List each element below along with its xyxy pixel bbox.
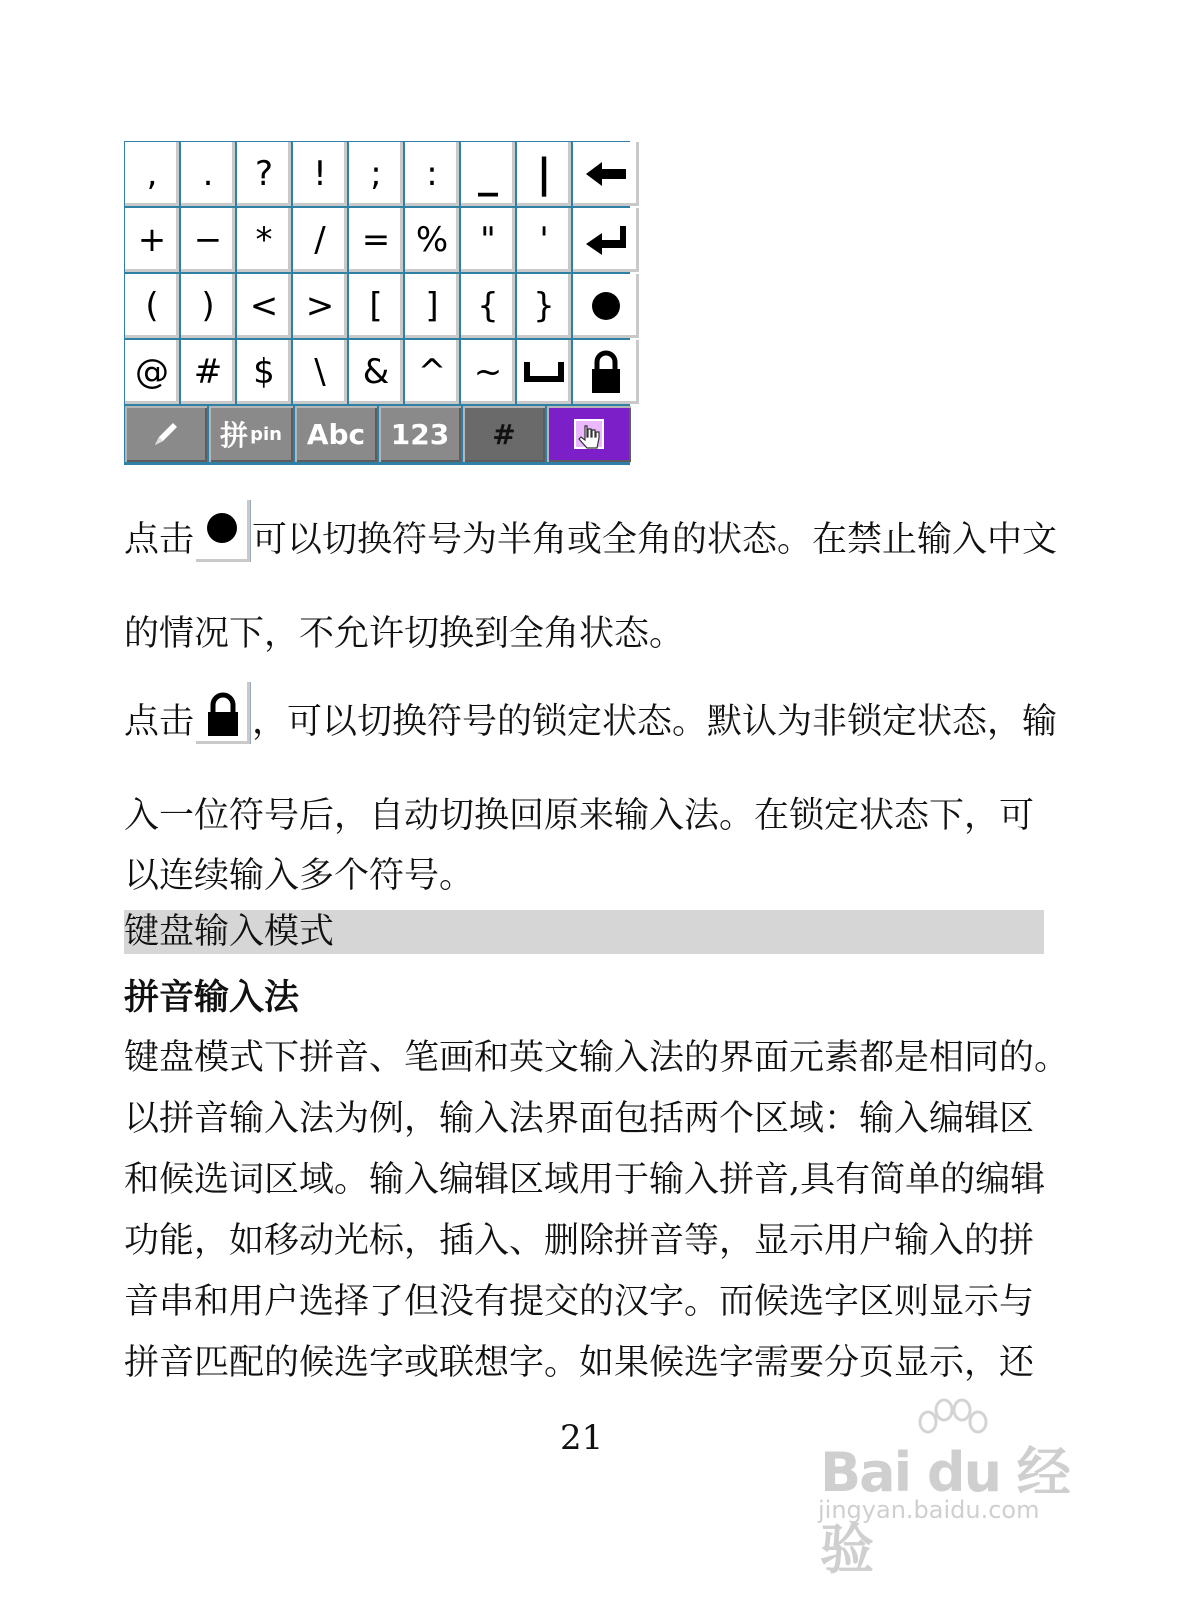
text-p2-line2: 入一位符号后，自动切换回原来输入法。在锁定状态下，可 bbox=[124, 796, 1035, 836]
symbol-key[interactable]: _ bbox=[461, 142, 515, 206]
backspace-icon bbox=[584, 159, 628, 189]
symbol-key[interactable]: , bbox=[125, 142, 179, 206]
symbol-key[interactable]: { bbox=[461, 274, 515, 338]
handwriting-mode-button[interactable] bbox=[125, 406, 207, 462]
backspace-key[interactable] bbox=[573, 142, 639, 206]
text-click-1: 点击 bbox=[124, 520, 195, 560]
symbol-key[interactable]: & bbox=[349, 340, 403, 404]
section-title: 键盘输入模式 bbox=[124, 912, 335, 952]
symbol-key[interactable]: ] bbox=[405, 274, 459, 338]
symbol-key[interactable]: ; bbox=[349, 142, 403, 206]
text-p1-rest: 可以切换符号为半角或全角的状态。在禁止输入中文 bbox=[252, 520, 1058, 560]
hand-icon bbox=[569, 414, 609, 454]
symbol-key[interactable]: # bbox=[181, 340, 235, 404]
fullwidth-key-inline bbox=[196, 500, 250, 562]
symbol-mode-label: # bbox=[492, 417, 516, 451]
input-mode-bar bbox=[125, 406, 629, 462]
symbol-key[interactable]: + bbox=[125, 208, 179, 272]
section-title-bar bbox=[124, 910, 1044, 954]
symbol-key[interactable]: − bbox=[181, 208, 235, 272]
symbol-key[interactable]: $ bbox=[237, 340, 291, 404]
text-p2-rest: ，可以切换符号的锁定状态。默认为非锁定状态，输 bbox=[252, 702, 1058, 742]
symbol-keyboard bbox=[124, 141, 630, 465]
watermark-brand: Bai du 经验 bbox=[820, 1441, 1069, 1581]
symbol-key[interactable]: ' bbox=[517, 208, 571, 272]
symbol-key[interactable]: \ bbox=[293, 340, 347, 404]
symbol-key[interactable]: [ bbox=[349, 274, 403, 338]
symbol-key[interactable]: = bbox=[349, 208, 403, 272]
english-mode-label: Abc bbox=[306, 417, 366, 451]
lock-key-inline bbox=[196, 682, 250, 744]
pinyin-mode-sublabel: pin bbox=[250, 423, 282, 445]
text-click-2: 点击 bbox=[124, 702, 195, 742]
enter-icon bbox=[584, 222, 628, 258]
symbol-key[interactable]: | bbox=[517, 142, 571, 206]
symbol-mode-button[interactable] bbox=[463, 406, 545, 462]
touch-mode-button[interactable] bbox=[547, 406, 631, 462]
text-p2-line3: 以连续输入多个符号。 bbox=[124, 856, 475, 896]
symbol-key[interactable]: . bbox=[181, 142, 235, 206]
fullwidth-dot-icon bbox=[204, 510, 240, 546]
symbol-key[interactable]: ~ bbox=[461, 340, 515, 404]
symbol-key[interactable]: ? bbox=[237, 142, 291, 206]
pen-icon bbox=[149, 417, 183, 451]
lock-icon bbox=[204, 692, 242, 738]
symbol-key[interactable]: ^ bbox=[405, 340, 459, 404]
symbol-key[interactable]: : bbox=[405, 142, 459, 206]
symbol-key[interactable]: @ bbox=[125, 340, 179, 404]
paragraph-line bbox=[124, 606, 1044, 656]
symbol-key-grid bbox=[125, 142, 629, 404]
body-line-1: 键盘模式下拼音、笔画和英文输入法的界面元素都是相同的。 bbox=[124, 1038, 1070, 1078]
symbol-key[interactable]: < bbox=[237, 274, 291, 338]
space-icon bbox=[522, 360, 566, 384]
body-line-3: 和候选词区域。输入编辑区域用于输入拼音,具有简单的编辑 bbox=[124, 1160, 1046, 1200]
body-line-6: 拼音匹配的候选字或联想字。如果候选字需要分页显示，还 bbox=[124, 1343, 1035, 1383]
body-line-5: 音串和用户选择了但没有提交的汉字。而候选字区则显示与 bbox=[124, 1282, 1035, 1322]
number-mode-button[interactable] bbox=[379, 406, 461, 462]
number-mode-label: 123 bbox=[390, 417, 450, 451]
enter-key[interactable] bbox=[573, 208, 639, 272]
paragraph-line bbox=[124, 848, 1044, 898]
paragraph-line bbox=[124, 788, 1044, 838]
symbol-key[interactable]: > bbox=[293, 274, 347, 338]
symbol-key[interactable]: " bbox=[461, 208, 515, 272]
symbol-key[interactable]: % bbox=[405, 208, 459, 272]
english-mode-button[interactable] bbox=[295, 406, 377, 462]
page-number: 21 bbox=[560, 1418, 604, 1458]
paragraph-lock-toggle bbox=[124, 682, 1058, 744]
lock-key[interactable] bbox=[573, 340, 639, 404]
pinyin-mode-button[interactable] bbox=[209, 406, 293, 462]
text-p1-line2: 的情况下，不允许切换到全角状态。 bbox=[124, 614, 685, 654]
fullwidth-dot-key[interactable] bbox=[573, 274, 639, 338]
symbol-key[interactable]: ! bbox=[293, 142, 347, 206]
watermark-url: jingyan.baidu.com bbox=[818, 1496, 1040, 1524]
body-line-4: 功能，如移动光标，插入、删除拼音等，显示用户输入的拼 bbox=[124, 1221, 1035, 1261]
symbol-key[interactable]: ( bbox=[125, 274, 179, 338]
space-key[interactable] bbox=[517, 340, 571, 404]
lock-icon bbox=[588, 350, 624, 394]
subsection-heading: 拼音输入法 bbox=[124, 977, 300, 1018]
fullwidth-dot-icon bbox=[589, 289, 623, 323]
symbol-key[interactable]: * bbox=[237, 208, 291, 272]
baidu-watermark bbox=[812, 1396, 1080, 1581]
pinyin-mode-label: 拼 bbox=[220, 419, 249, 452]
body-line-2: 以拼音输入法为例，输入法界面包括两个区域：输入编辑区 bbox=[124, 1099, 1035, 1139]
paragraph-fullwidth-toggle bbox=[124, 500, 1058, 562]
symbol-key[interactable]: ) bbox=[181, 274, 235, 338]
symbol-key[interactable]: / bbox=[293, 208, 347, 272]
symbol-key[interactable]: } bbox=[517, 274, 571, 338]
